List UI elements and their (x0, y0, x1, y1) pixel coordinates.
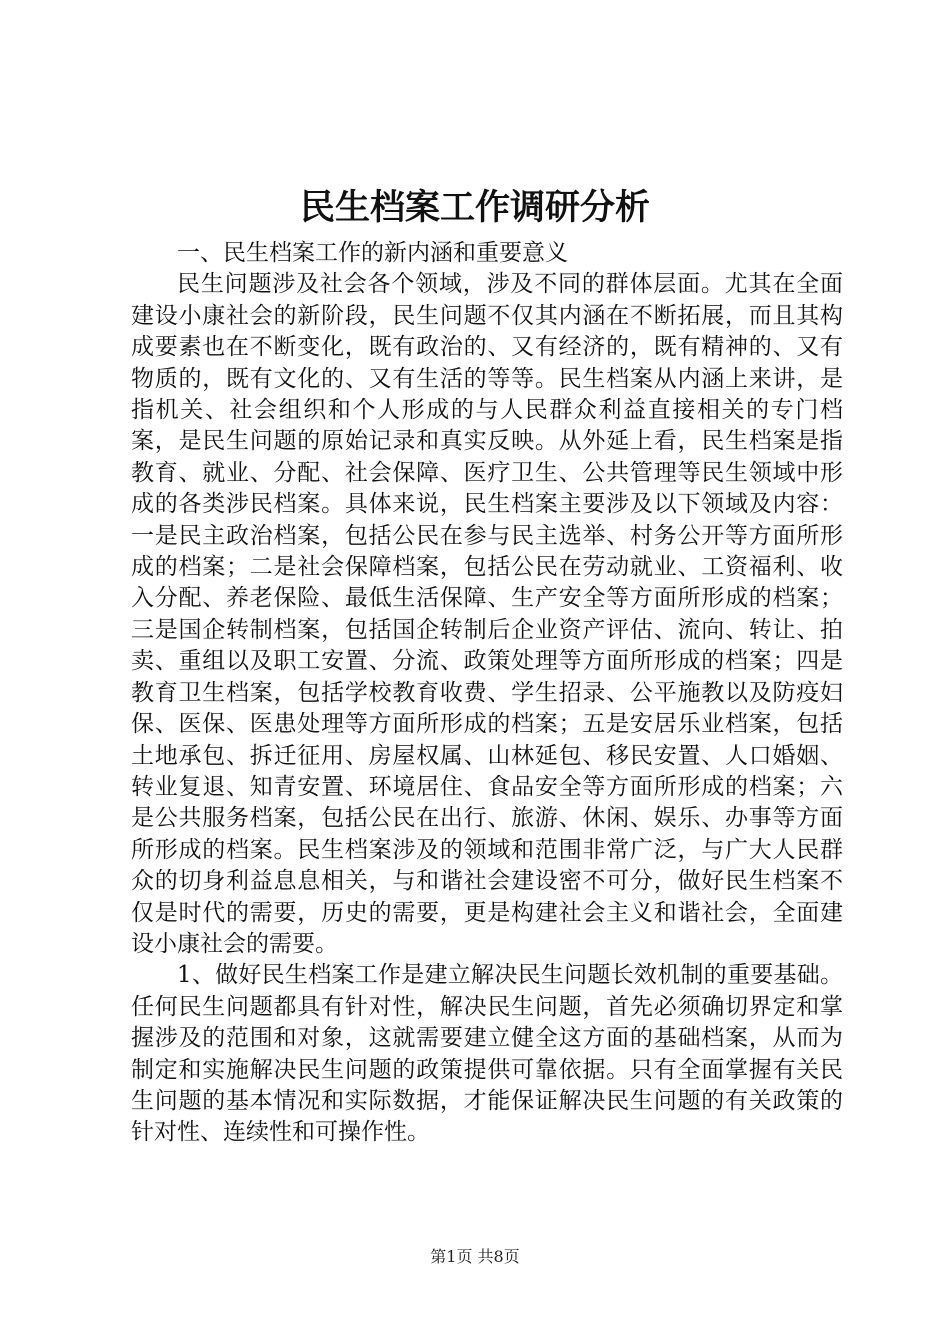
document-title: 民生档案工作调研分析 (299, 187, 650, 228)
section-heading: 一、民生档案工作的新内涵和重要意义 (177, 240, 568, 266)
page-footer: 第1页 共8页 (430, 1247, 520, 1266)
paragraph-1: 民生问题涉及社会各个领域，涉及不同的群体层面。尤其在全面建设小康社会的新阶段，民生问题不仅其内涵在不断拓展，而且其构成要素也在不断变化，既有政治的、又有经济的，既有精神的、又有物质的，既有文化的、又有生活的等等。民生档案从内涵上来讲，是指机关、社会组织和个人形成的与人民群众利益直接相关的专门档案，是民生问题的原始记录和真实反映。从外延上看，民生档案是指教育、就业、分配、社会保障、医疗卫生、公共管理等民生领域中形成的各类涉民档案。具体来说，民生档案主要涉及以下领域及内容：一是民主政治档案，包括公民在参与民主选举、村务公开等方面所形成的档案；二是社会保障档案，包括公民在劳动就业、工资福利、收入分配、养老保险、最低生活保障、生产安全等方面所形成的档案；三是国企转制档案，包括国企转制后企业资产评估、流向、转让、拍卖、重组以及职工安置、分流、政策处理等方面所形成的档案；四是教育卫生档案，包括学校教育收费、学生招录、公平施教以及防疫妇保、医保、医患处理等方面所形成的档案；五是安居乐业档案，包括土地承包、拆迁征用、房屋权属、山林延包、移民安置、人口婚姻、转业复退、知青安置、环境居住、食品安全等方面所形成的档案；六是公共服务档案，包括公民在出行、旅游、休闲、娱乐、办事等方面所形成的档案。民生档案涉及的领域和范围非常广泛，与广大人民群众的切身利益息息相关，与和谐社会建设密不可分，做好民生档案不仅是时代的需要，历史的需要，更是构建社会主义和谐社会，全面建设小康社会的需要。 (131, 271, 843, 957)
paragraph-2: 1、做好民生档案工作是建立解决民生问题长效机制的重要基础。任何民生问题都具有针对性，解决民生问题，首先必须确切界定和掌握涉及的范围和对象，这就需要建立健全这方面的基础档案，从而为制定和实施解决民生问题的政策提供可靠依据。只有全面掌握有关民生问题的基本情况和实际数据，才能保证解决民生问题的有关政策的针对性、连续性和可操作性。 (131, 962, 843, 1146)
document-body (131, 238, 843, 1149)
